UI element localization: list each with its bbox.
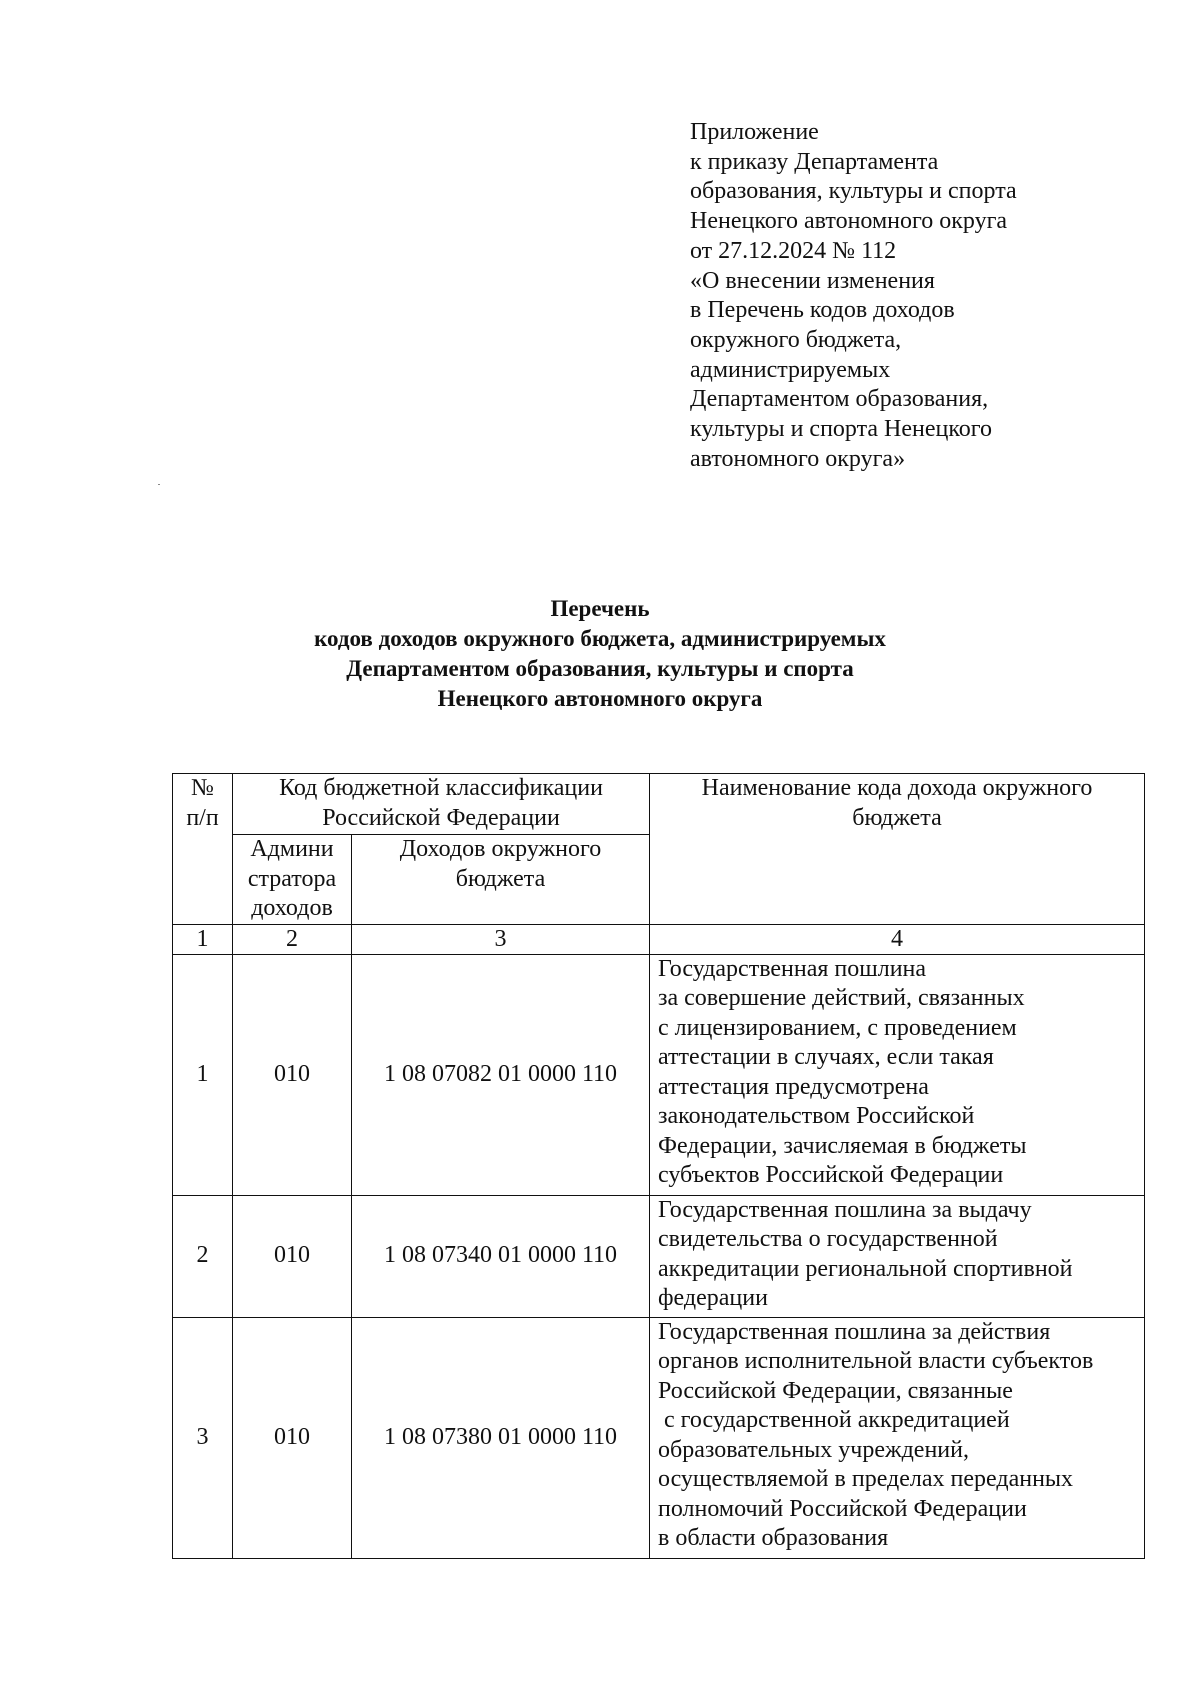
title-line: Перечень — [550, 596, 650, 621]
row-name: Государственная пошлина за совершение действий, связанных с лицензированием, с проведением аттестации в случаях, если такая аттестация предусмотрена законодательством Российской Федерации, зачисляемая в бюджеты субъектов Российской Федерации — [650, 954, 1145, 1195]
header-income: Доходов окружного бюджета — [352, 835, 650, 925]
row-admin: 010 — [233, 1195, 352, 1317]
appendix-line: окружного бюджета, — [690, 326, 902, 353]
appendix-line: в Перечень кодов доходов — [690, 297, 955, 324]
income-codes-table — [172, 773, 1145, 1559]
column-number: 2 — [233, 924, 352, 954]
table-row — [173, 1195, 1145, 1317]
column-number: 3 — [352, 924, 650, 954]
row-name: Государственная пошлина за действия органов исполнительной власти субъектов Российской Федерации, связанные с государственной аккредитацией образовательных учреждений, осуществляемой в пределах переданных полномочий Российской Федерации в области образования — [650, 1317, 1145, 1558]
appendix-line: Приложение — [690, 119, 819, 145]
row-name: Государственная пошлина за выдачу свидетельства о государственной аккредитации региональной спортивной федерации — [650, 1195, 1145, 1317]
row-num: 1 — [173, 954, 233, 1195]
header-admin: Админи стратора доходов — [233, 835, 352, 925]
header-num: № п/п — [173, 774, 233, 925]
appendix-line: Департаментом образования, — [690, 386, 989, 413]
row-code: 1 08 07340 01 0000 110 — [352, 1195, 650, 1317]
column-number: 4 — [650, 924, 1145, 954]
table-header-row — [173, 774, 1145, 835]
row-admin: 010 — [233, 954, 352, 1195]
scan-speck — [158, 484, 160, 485]
appendix-line: Ненецкого автономного округа — [690, 208, 1008, 235]
row-admin: 010 — [233, 1317, 352, 1558]
row-code: 1 08 07082 01 0000 110 — [352, 954, 650, 1195]
appendix-line: «О внесении изменения — [690, 267, 935, 294]
table-row — [173, 1317, 1145, 1558]
row-num: 2 — [173, 1195, 233, 1317]
appendix-line: автономного округа» — [690, 445, 906, 472]
appendix-line: администрируемых — [690, 356, 891, 383]
title-line: кодов доходов окружного бюджета, администрируемых — [314, 626, 886, 651]
row-num: 3 — [173, 1317, 233, 1558]
appendix-line: образования, культуры и спорта — [690, 178, 1017, 205]
appendix-note — [690, 118, 1120, 474]
document-title — [0, 594, 1200, 714]
column-number-row — [173, 924, 1145, 954]
title-line: Департаментом образования, культуры и спорта — [346, 656, 854, 681]
appendix-line: от 27.12.2024 № 112 — [690, 237, 897, 264]
header-kbk: Код бюджетной классификации Российской Федерации — [233, 774, 650, 835]
title-line: Ненецкого автономного округа — [437, 686, 763, 711]
appendix-line: культуры и спорта Ненецкого — [690, 416, 993, 443]
row-code: 1 08 07380 01 0000 110 — [352, 1317, 650, 1558]
table-row — [173, 954, 1145, 1195]
column-number: 1 — [173, 924, 233, 954]
appendix-line: к приказу Департамента — [690, 148, 939, 175]
header-name: Наименование кода дохода окружного бюджета — [650, 774, 1145, 925]
